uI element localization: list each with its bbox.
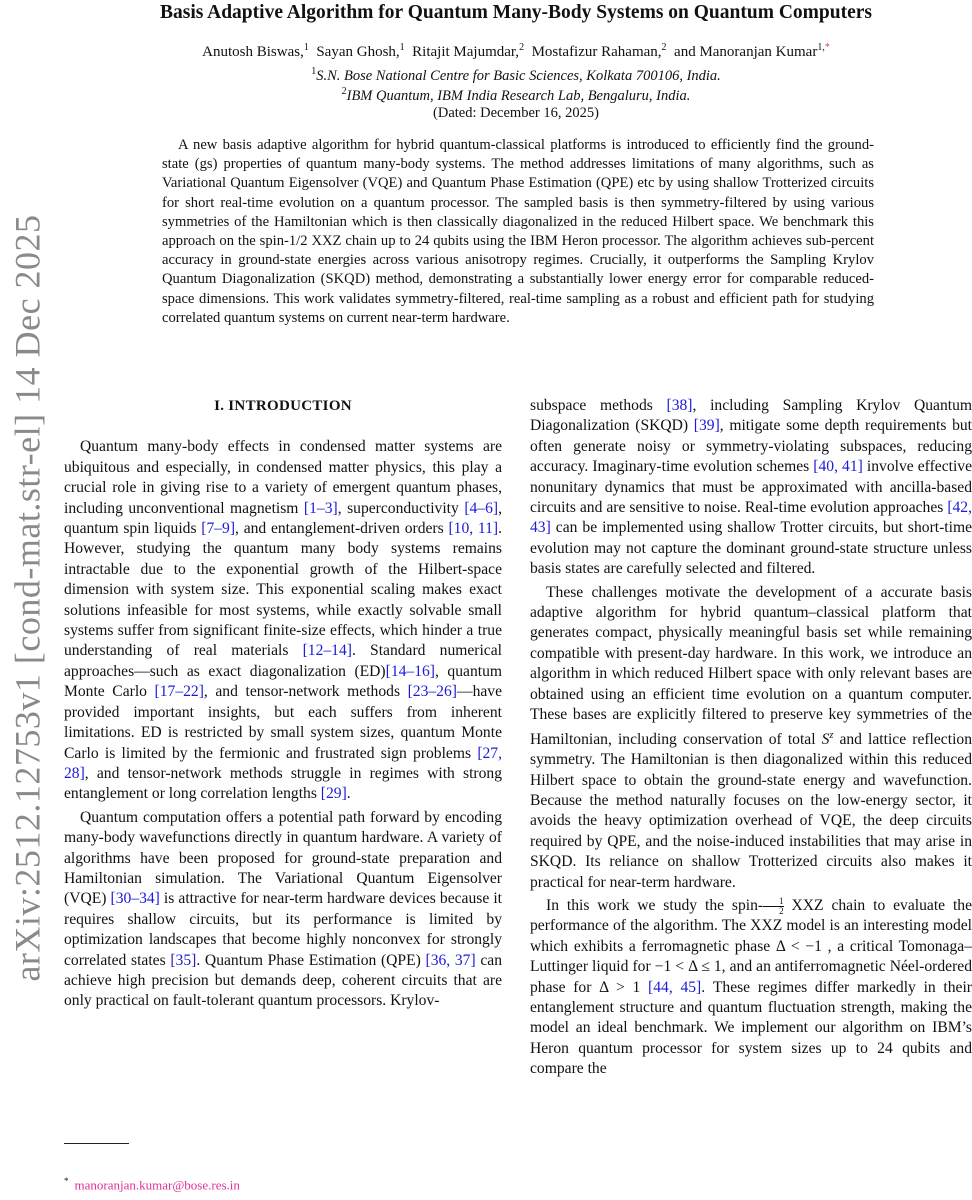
citation-link[interactable]: [17–22] xyxy=(154,683,204,701)
paragraph-3: These challenges motivate the development of a accurate basis adaptive algorithm for hybrid quantum–classical platform that generates compact, physically meaningful basis set while remaining compatible with present-day hardware. In this work, we introduce an algorithm in which reduced Hilbert space with only relevant bases are obtained using an efficient time evolution on a quantum computer. These bases are explicitly filtered to preserve key symmetries of the Hamiltonian, including conservation of total $S^z$ and lattice reflection symmetry. The Hamiltonian is then diagonalized within this reduced Hilbert space to obtain the ground-state energy and wavefunction. Because the method naturally focuses on the low-energy sector, it avoids the heavy optimization overhead of VQE, the deep circuits required by QPE, and the noise-induced instabilities that may arise in SKQD. Its reliance on shallow Trotterized circuits also makes it practical for near-term hardware. xyxy=(530,583,972,891)
citation-link[interactable]: [36, 37] xyxy=(425,951,476,969)
corresponding-author-link[interactable]: * xyxy=(824,42,830,53)
author-name: and Manoranjan Kumar xyxy=(674,44,818,60)
citation-link[interactable]: [40, 41] xyxy=(813,458,863,476)
paragraph-2-continued: subspace methods [38], including Sampling Krylov Quantum Diagonalization (SKQD) [39], mitigate some depth requirements but often generate noisy or symmetry-violating subspaces, reducing accuracy. Imaginary-time evolution schemes [40, 41] involve effective nonunitary dynamics that must be approximated with ancilla-based circuits and are sensitive to noise. Real-time evolution approaches [42, 43] can be implemented using shallow Trotter circuits, but short-time evolution may not capture the dominant ground-state structure unless basis states are carefully selected and filtered. xyxy=(530,397,972,578)
citation-link[interactable]: [1–3] xyxy=(303,499,338,517)
affil-mark: 1 xyxy=(303,42,309,53)
footnote xyxy=(64,1176,240,1193)
author-name: Ritajit Majumdar, xyxy=(412,44,520,60)
citation-link[interactable]: [12–14] xyxy=(302,642,352,660)
date-line: (Dated: December 16, 2025) xyxy=(433,105,599,121)
footnote-divider xyxy=(64,1143,129,1144)
abstract: A new basis adaptive algorithm for hybrid quantum-classical platforms is introduced to efficiently find the ground-state (gs) properties of quantum many-body systems. The method addresses limitations of many algorithms, such as Variational Quantum Eigensolver (VQE) and Quantum Phase Estimation (QPE) etc by using shallow Trotterized circuits for short real-time evolution on a quantum processor. The sampled basis is then symmetry-filtered by using various symmetries of the Hamiltonian which is then classically diagonalized in the reduced Hilbert space. We benchmark this approach on the spin-1/2 XXZ chain up to 24 qubits using the IBM Heron processor. The algorithm achieves sub-percent accuracy in ground-state energies across various anisotropy regimes. Crucially, it outperforms the Sampling Krylov Quantum Diagonalization (SKQD) method, demonstrating a substantially lower energy error for comparable reduced-space dimensions. This work validates symmetry-filtered, real-time sampling as a robust and efficient path for studying correlated quantum systems on current near-term hardware. xyxy=(162,137,874,326)
affil-mark: 2 xyxy=(519,42,525,53)
citation-link[interactable]: [10, 11] xyxy=(448,520,499,538)
citation-link[interactable]: [30–34] xyxy=(110,890,160,908)
citation-link[interactable]: [29] xyxy=(320,785,347,803)
affiliation-1: $^1$S.N. Bose National Centre for Basic Sciences, Kolkata 700106, India. xyxy=(311,66,721,84)
affiliation-2: $^2$IBM Quantum, IBM India Research Lab, Bengaluru, India. xyxy=(341,86,691,104)
affil-mark: 1, xyxy=(817,42,825,53)
section-heading: I. INTRODUCTION xyxy=(214,398,352,414)
math-sz: S xyxy=(821,730,830,748)
citation-link[interactable]: [39] xyxy=(693,417,720,435)
citation-link[interactable]: [4–6] xyxy=(464,499,499,517)
citation-link[interactable]: [42, 43] xyxy=(530,499,972,537)
paragraph-2: Quantum computation offers a potential path forward by encoding many-body wavefunctions directly in quantum hardware. A variety of algorithms have been proposed for ground-state preparation and Hamiltonian simulation. The Variational Quantum Eigensolver (VQE) [30–34] is attractive for near-term hardware devices because it requires shallow circuits, but its performance is limited by optimization landscapes that become highly nonconvex for strongly correlated states [35]. Quantum Phase Estimation (QPE) [36, 37] can achieve high precision but demands deep, coherent circuits that are only practical on fault-tolerant quantum processors. Krylov- xyxy=(64,808,503,1010)
paragraph-4: In this work we study the spin- $\frac{1}{2}$ XXZ chain to evaluate the performance of the algorithm. The XXZ model is an interesting model which exhibits a ferromagnetic phase Δ < −1 , a critical Tomonaga–Luttinger liquid for −1 < Δ ≤ 1, and an antiferromagnetic Néel-ordered phase for Δ > 1 [44, 45]. These regimes differ markedly in their entanglement structure and quantum fluctuation strength, making the model an ideal benchmark. We implement our algorithm on IBM’s Heron quantum processor for system sizes up to 24 qubits and compare the xyxy=(530,895,972,1078)
citation-link[interactable]: [7–9] xyxy=(201,520,236,538)
footnote-mark: * xyxy=(64,1176,69,1186)
citation-link[interactable]: [23–26] xyxy=(407,683,457,701)
author-list xyxy=(60,42,972,61)
author-name: Anutosh Biswas, xyxy=(202,44,304,60)
citation-link[interactable]: [35] xyxy=(170,951,197,969)
paragraph-1: Quantum many-body effects in condensed matter systems are ubiquitous and especially, in condensed matter physics, this play a crucial role in giving rise to a variety of emergent quantum phases, including unconventional magnetism [1–3], superconductivity [4–6], quantum spin liquids [7–9], and entanglement-driven orders [10, 11]. However, studying the quantum many body systems remains intractable due to the exponential growth of the Hilbert-space dimension with system size. This exponential scaling makes exact solutions infeasible for most systems, while exactly solvable small systems suffer from significant finite-size effects, which hinder a true understanding of real materials [12–14]. Standard numerical approaches—such as exact diagonalization (ED)[14–16], quantum Monte Carlo [17–22], and tensor-network methods [23–26]—have provided important insights, but each suffers from inherent limitations. ED is restricted by small system sizes, quantum Monte Carlo is limited by the fermionic and frustrated sign problems [27, 28], and tensor-network methods struggle in regimes with strong entanglement or long correlation lengths [29]. xyxy=(64,438,502,803)
affil-mark: 2 xyxy=(661,42,667,53)
affil-mark: 1 xyxy=(399,42,405,53)
citation-link[interactable]: [14–16] xyxy=(385,662,435,680)
citation-link[interactable]: [44, 45] xyxy=(648,978,702,996)
fraction-one-half: $\frac{1}{2}$ xyxy=(763,897,784,916)
column-left xyxy=(64,396,502,1015)
email-link[interactable]: manoranjan.kumar@bose.res.in xyxy=(74,1177,240,1193)
arxiv-identifier: arXiv:2512.12753v1 [cond-mat.str-el] 14 Dec 2025 xyxy=(8,213,49,982)
arxiv-stamp xyxy=(4,213,52,982)
column-right xyxy=(530,396,972,1083)
paper-title: Basis Adaptive Algorithm for Quantum Many-Body Systems on Quantum Computers xyxy=(159,2,872,23)
author-name: Mostafizur Rahaman, xyxy=(531,44,662,60)
citation-link[interactable]: [38] xyxy=(666,397,693,414)
citation-link[interactable]: [27, 28] xyxy=(64,744,502,782)
author-name: Sayan Ghosh, xyxy=(316,44,400,60)
